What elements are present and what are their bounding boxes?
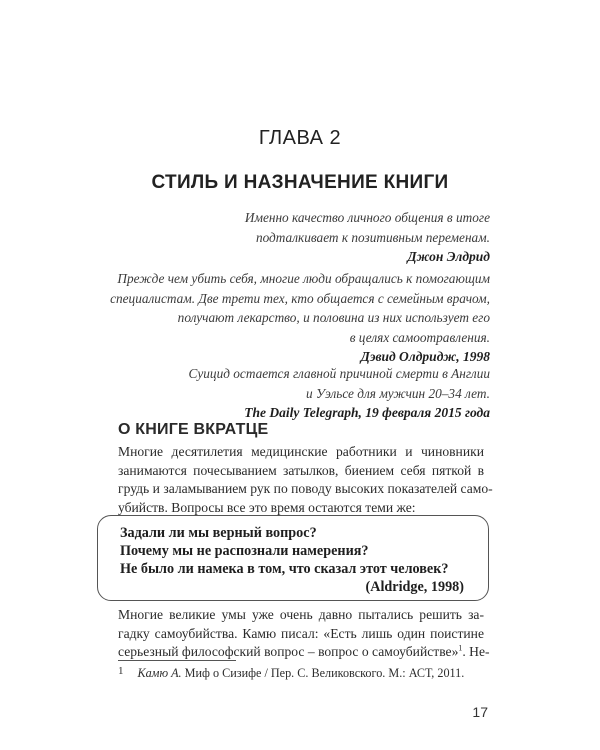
epigraph-author: Джон Элдрид xyxy=(407,249,490,264)
chapter-title: СТИЛЬ И НАЗНАЧЕНИЕ КНИГИ xyxy=(151,172,449,193)
page-number: 17 xyxy=(472,704,488,720)
quote-source: (Aldridge, 1998) xyxy=(365,579,464,595)
text-line: занимаются почесыванием затылков, биением себя пяткой в xyxy=(118,462,484,478)
paragraph-camus xyxy=(118,606,490,662)
quote-question: Почему мы не распознали намерения? xyxy=(120,543,369,559)
footnote-number: 1 xyxy=(118,665,124,677)
quote-question: Не было ли намека в том, что сказал этот человек? xyxy=(120,561,449,577)
epigraph-line: специалистам. Две трети тех, кто общается с семейным врачом, xyxy=(110,290,490,306)
epigraph-line: получают лекарство, и половина из них использует его xyxy=(177,310,490,325)
text-line: Многие десятилетия медицинские работники и чиновники xyxy=(118,444,484,459)
text-line: гадку самоубийства. Камю писал: «Есть лишь один поистине xyxy=(118,625,484,641)
section-heading: О КНИГЕ ВКРАТЦЕ xyxy=(118,421,269,438)
text-segment: серьезный философский вопрос – вопрос о самоубийстве» xyxy=(118,644,459,659)
text-line: Многие великие умы уже очень давно пытались решить за- xyxy=(118,607,484,622)
epigraph-author: The Daily Telegraph, 19 февраля 2015 года xyxy=(244,405,490,420)
footnote-divider xyxy=(118,660,236,661)
epigraph-1 xyxy=(245,208,490,267)
text-segment: . Не- xyxy=(462,644,490,659)
footnote-author: Камю А. xyxy=(137,666,182,680)
epigraph-author: Дэвид Олдридж, 1998 xyxy=(360,349,490,364)
epigraph-3 xyxy=(189,364,491,423)
epigraph-line: Именно качество личного общения в итоге xyxy=(244,210,490,225)
chapter-label: ГЛАВА 2 xyxy=(258,127,342,149)
epigraph-line: в целях самоотравления. xyxy=(349,329,490,345)
quote-question: Задали ли мы верный вопрос? xyxy=(120,525,317,541)
footnote-text: Миф о Сизифе / Пер. С. Великовского. М.: АСТ, 2011. xyxy=(181,666,465,680)
epigraph-line: подталкивает к позитивным переменам. xyxy=(255,229,490,245)
quote-box xyxy=(97,515,489,601)
epigraph-line: и Уэльсе для мужчин 20–34 лет. xyxy=(306,385,490,401)
text-line xyxy=(118,643,490,662)
epigraph-2 xyxy=(110,269,490,367)
footnote xyxy=(118,666,464,681)
text-line: убийств. Вопросы все это время остаются теми же: xyxy=(118,499,416,515)
epigraph-line: Суицид остается главной причиной смерти в Англии xyxy=(188,366,490,381)
paragraph-intro xyxy=(118,443,493,517)
footnote-ref[interactable]: 1 xyxy=(458,643,463,653)
text-line: грудь и заламыванием рук по поводу высоких показателей само- xyxy=(118,481,493,496)
epigraph-line: Прежде чем убить себя, многие люди обращались к помогающим xyxy=(117,271,490,286)
